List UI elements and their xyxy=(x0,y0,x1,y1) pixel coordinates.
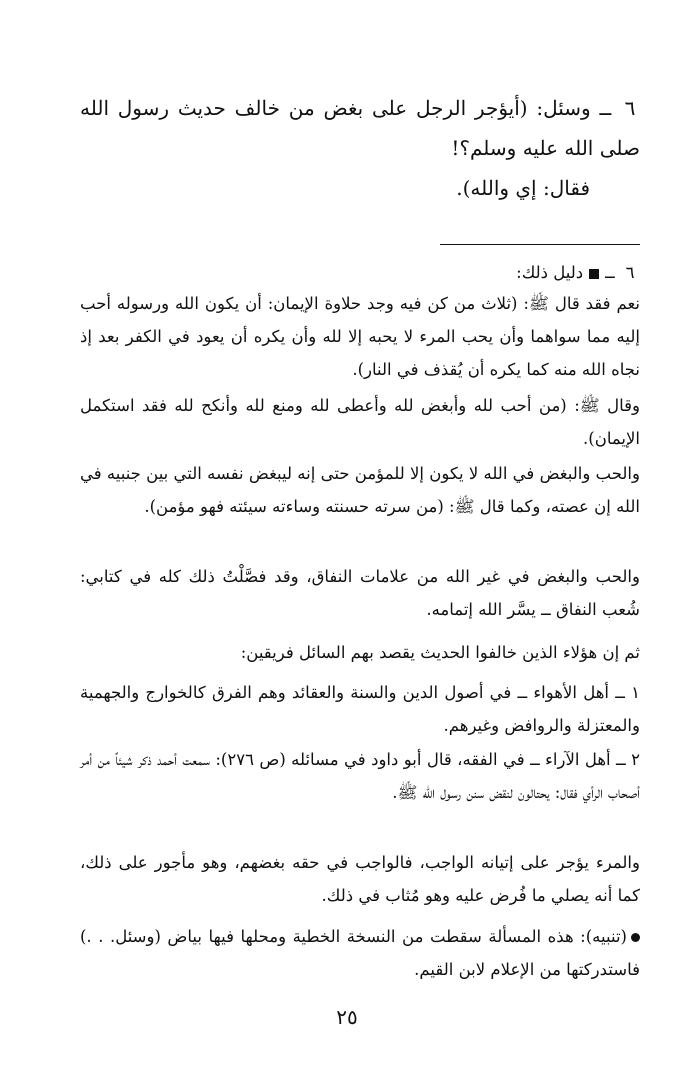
footnote-separator xyxy=(440,244,640,245)
footnote-paragraph: والحب والبغض في الله لا يكون إلا للمؤمن حتى إنه ليبغض نفسه التي بين جنبيه في الله إن عصته، وكما قال ﷺ: (من سرته حسنته وساءته سيئته فهو مؤمن). xyxy=(80,464,640,516)
item-number: ٦ xyxy=(624,96,636,120)
note-text: (تنبيه): هذه المسألة سقطت من النسخة الخطية ومحلها فيها بياض (وسئل. . .) فاستدركتها من الإعلام لابن القيم. xyxy=(80,927,640,979)
footnote-paragraph: والمرء يؤجر على إتيانه الواجب، فالواجب في حقه بغضهم، وهو مأجور على ذلك، كما أنه يصلي ما فُرض عليه وهو مُثاب في ذلك. xyxy=(80,853,640,905)
footnote-header xyxy=(80,256,640,289)
footnote-paragraph: ثم إن هؤلاء الذين خالفوا الحديث يقصد بهم السائل فريقين: xyxy=(240,643,640,662)
footnote-paragraph: وقال ﷺ: (من أحب لله وأبغض لله وأعطى لله ومنع لله وأنكح لله فقد استكمل الإيمان). xyxy=(80,396,640,448)
footnote-paragraph: والحب والبغض في غير الله من علامات النفاق، وقد فصَّلْتُ ذلك كله في كتابي: شُعب النفاق ــ يسَّر الله إتمامه. xyxy=(80,567,640,619)
bullet-dot-icon xyxy=(631,933,640,942)
footnote-paragraph: ١ ــ أهل الأهواء ــ في أصول الدين والسنة والعقائد وهم الفرق كالخوارج والجهمية والمعتزلة والروافض وغيرهم. xyxy=(80,683,640,735)
square-bullet-icon xyxy=(589,269,599,279)
main-answer xyxy=(456,168,590,208)
footnote-dash: ــ xyxy=(605,263,615,282)
main-question xyxy=(80,88,640,168)
item-dash: ــ xyxy=(599,96,612,120)
footnote-number: ٦ xyxy=(625,263,635,282)
page-number: ٢٥ xyxy=(336,1005,358,1029)
question-text: وسئل: (أيؤجر الرجل على بغض من خالف حديث رسول الله صلى الله عليه وسلم؟! xyxy=(80,96,640,160)
footnote-title: دليل ذلك: xyxy=(516,263,584,282)
footnote-paragraph: نعم فقد قال ﷺ: (ثلاث من كن فيه وجد حلاوة الإيمان: أن يكون الله ورسوله أحب إليه مما سواهما وأن يحب المرء لا يحبه إلا لله وأن يكره أن يعود في الكفر بعد إذ نجاه الله منه كما يكره أن يُقذف في النار). xyxy=(80,294,640,379)
footnote-note xyxy=(80,920,640,986)
answer-text: فقال: إي والله). xyxy=(456,176,590,200)
footnote-paragraph: ٢ ــ أهل الآراء ــ في الفقه، قال أبو داود في مسائله (ص ٢٧٦): سمعت أحمد ذكر شيئاً من أمر أصحاب الرأي فقال: يحتالون لنقض سنن رسول الله ﷺ. xyxy=(80,750,640,802)
